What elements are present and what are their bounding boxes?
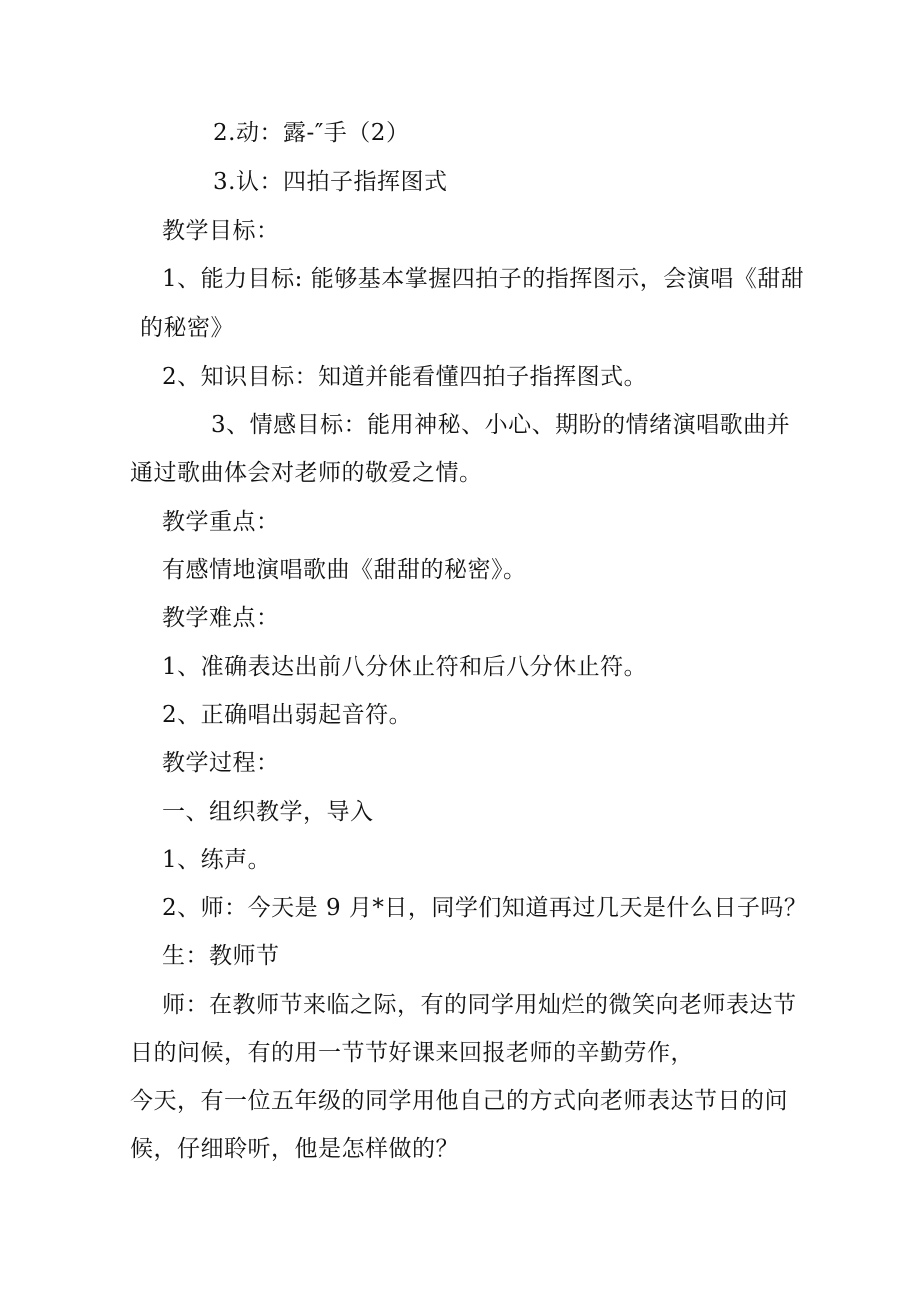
- text-line: 1、练声。: [162, 847, 272, 873]
- text-line: 2、师：今天是 9 月*日，同学们知道再过几天是什么日子吗？: [162, 895, 808, 921]
- text-line: 一、组织教学，导入: [162, 799, 374, 825]
- section-heading: 教学目标：: [162, 218, 280, 244]
- text-line: 的秘密》: [140, 315, 234, 341]
- text-line: 生：教师节: [162, 943, 280, 969]
- text-line: 师：在教师节来临之际，有的同学用灿烂的微笑向老师表达节: [162, 992, 797, 1018]
- text-line: 今天，有一位五年级的同学用他自己的方式向老师表达节日的问: [130, 1088, 788, 1114]
- section-heading: 教学重点：: [162, 509, 280, 535]
- text-line: 1、准确表达出前八分休止符和后八分休止符。: [162, 654, 648, 680]
- section-heading: 教学过程：: [162, 750, 280, 776]
- text-line: 通过歌曲体会对老师的敬爱之情。: [130, 460, 483, 486]
- text-line: 有感情地演唱歌曲《甜甜的秘密》。: [162, 557, 527, 583]
- text-line: 3.认：四拍子指挥图式: [213, 169, 448, 195]
- text-line: 1、能力目标: 能够基本掌握四拍子的指挥图示，会演唱《甜甜: [162, 266, 805, 292]
- text-line: 2、知识目标：知道并能看懂四拍子指挥图式。: [162, 364, 648, 390]
- text-line: 2、正确唱出弱起音符。: [162, 702, 413, 728]
- text-line: 3、情感目标：能用神秘、小心、期盼的情绪演唱歌曲并: [211, 412, 791, 438]
- text-line: 候，仔细聆听，他是怎样做的？: [130, 1136, 459, 1162]
- text-line: 日的问候，有的用一节节好课来回报老师的辛勤劳作，: [130, 1040, 694, 1066]
- section-heading: 教学难点：: [162, 605, 280, 631]
- text-line: 2.动：露-″手（2）: [213, 120, 410, 146]
